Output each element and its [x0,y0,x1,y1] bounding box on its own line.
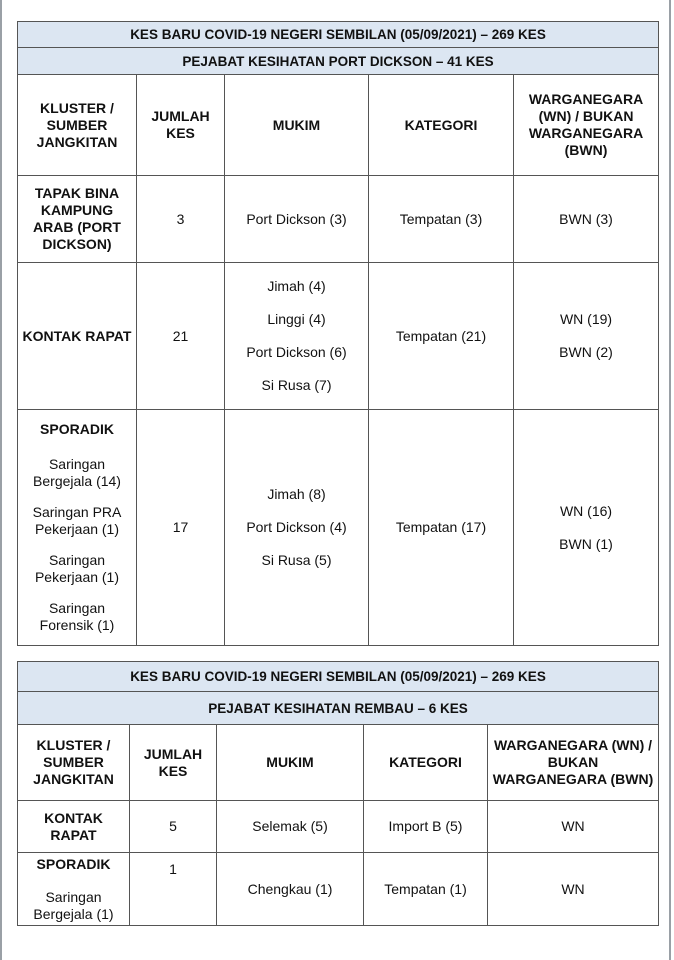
table-title: KES BARU COVID-19 NEGERI SEMBILAN (05/09/2021) – 269 KES [18,22,659,48]
table-row [18,801,659,853]
cluster-cell: TAPAK BINA KAMPUNG ARAB (PORT DICKSON) [18,176,137,263]
port-dickson-table [17,21,659,646]
wn-cell [514,263,659,410]
kategori-cell: Tempatan (1) [364,853,488,926]
cluster-sub-item: Saringan Forensik (1) [39,600,115,633]
wn-item: WN (19) [559,311,613,327]
rembau-table [17,661,659,926]
cluster-cell: KONTAK RAPAT [18,801,130,853]
cluster-cell [18,410,137,646]
header-kategori: KATEGORI [364,725,488,801]
header-cluster: KLUSTER / SUMBER JANGKITAN [18,725,130,801]
wn-item: WN (16) [559,502,613,519]
header-total: JUMLAH KES [130,725,217,801]
table-row [18,410,659,646]
mukim-item: Jimah (4) [267,278,326,294]
cluster-name: SPORADIK [36,855,111,872]
mukim-cell [225,410,369,646]
page-border-left [0,0,2,960]
header-wn: WARGANEGARA (WN) / BUKAN WARGANEGARA (BWN) [514,75,659,176]
total-cell: 5 [130,801,217,853]
header-cluster: KLUSTER / SUMBER JANGKITAN [18,75,137,176]
cluster-cell [18,853,130,926]
mukim-item: Port Dickson (6) [246,344,347,360]
table-row [18,853,659,926]
total-cell: 1 [130,853,217,926]
cluster-cell: KONTAK RAPAT [18,263,137,410]
mukim-item: Si Rusa (5) [261,552,332,568]
header-total: JUMLAH KES [137,75,225,176]
table-title: KES BARU COVID-19 NEGERI SEMBILAN (05/09/2021) – 269 KES [18,662,659,692]
wn-cell: WN [488,853,659,926]
wn-cell [514,410,659,646]
cluster-sub-item: Saringan Pekerjaan (1) [34,552,120,585]
mukim-cell: Selemak (5) [217,801,364,853]
total-cell: 3 [137,176,225,263]
mukim-item: Port Dickson (4) [246,519,347,535]
table-row [18,176,659,263]
total-cell: 21 [137,263,225,410]
kategori-cell: Import B (5) [364,801,488,853]
wn-cell: WN [488,801,659,853]
mukim-item: Jimah (8) [267,486,326,502]
header-kategori: KATEGORI [369,75,514,176]
table-subtitle: PEJABAT KESIHATAN PORT DICKSON – 41 KES [18,48,659,75]
mukim-item: Si Rusa (7) [261,377,332,393]
header-mukim: MUKIM [217,725,364,801]
cluster-sub-item: Saringan Bergejala (14) [33,456,121,489]
table-row [18,263,659,410]
kategori-cell: Tempatan (21) [369,263,514,410]
cluster-sub-item: Saringan Bergejala (1) [33,888,114,922]
page-border-right [669,0,671,960]
mukim-cell: Chengkau (1) [217,853,364,926]
mukim-cell [225,263,369,410]
table-subtitle: PEJABAT KESIHATAN REMBAU – 6 KES [18,692,659,725]
mukim-cell: Port Dickson (3) [225,176,369,263]
header-mukim: MUKIM [225,75,369,176]
kategori-cell: Tempatan (17) [369,410,514,646]
total-cell: 17 [137,410,225,646]
wn-item: BWN (2) [559,344,613,360]
mukim-item: Linggi (4) [267,311,326,327]
header-wn: WARGANEGARA (WN) / BUKAN WARGANEGARA (BWN) [488,725,659,801]
kategori-cell: Tempatan (3) [369,176,514,263]
cluster-name: SPORADIK [40,421,114,437]
cluster-sub-item: Saringan PRA Pekerjaan (1) [32,504,122,537]
wn-cell: BWN (3) [514,176,659,263]
wn-item: BWN (1) [559,535,613,552]
